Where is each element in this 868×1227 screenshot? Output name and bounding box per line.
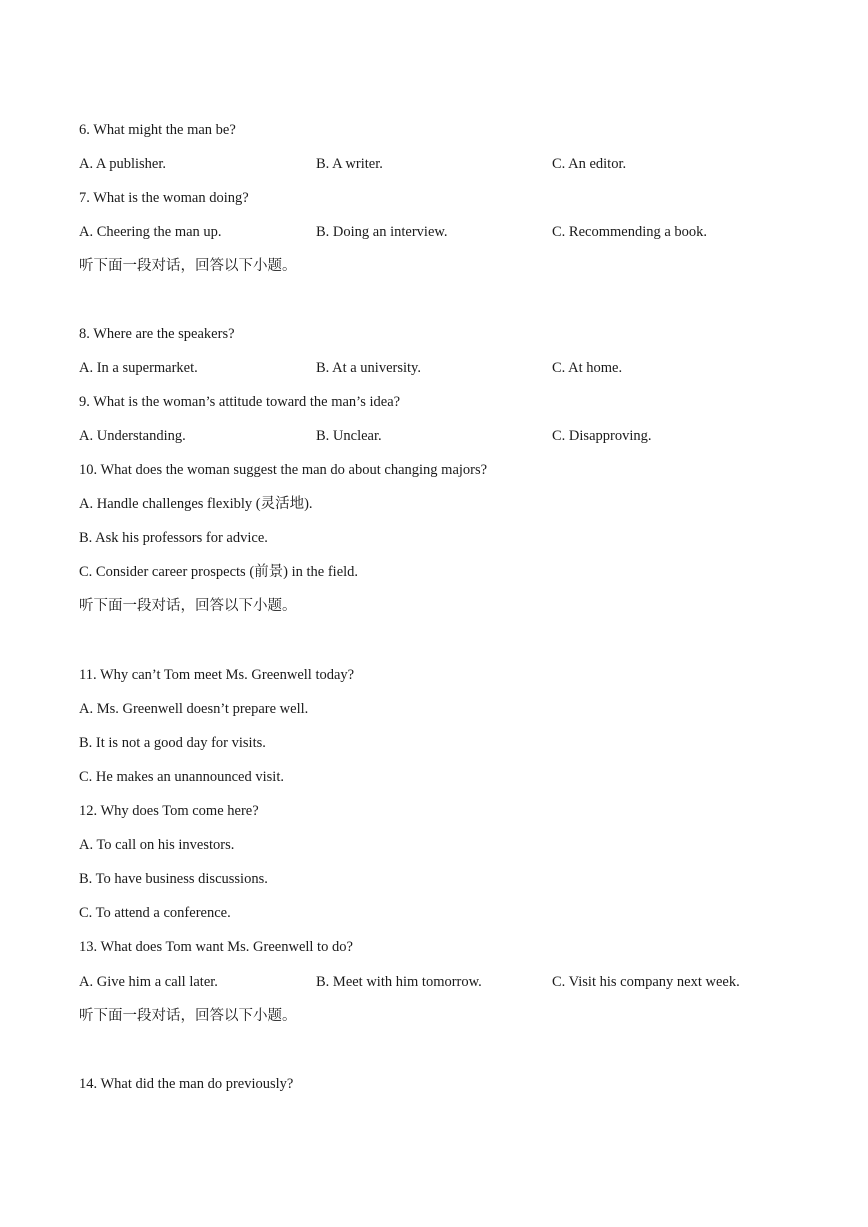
question-7-option-b: B. Doing an interview. xyxy=(316,224,448,240)
question-12-option-b: B. To have business discussions. xyxy=(79,871,268,887)
question-11-option-b: B. It is not a good day for visits. xyxy=(79,735,266,751)
question-7-option-c: C. Recommending a book. xyxy=(552,224,708,240)
question-13-stem: 13. What does Tom want Ms. Greenwell to do? xyxy=(79,939,353,955)
question-13-option-a: A. Give him a call later. xyxy=(79,974,218,990)
listening-instruction: 听下面一段对话，回答以下小题。 xyxy=(79,258,297,274)
question-14-stem: 14. What did the man do previously? xyxy=(79,1076,294,1092)
question-10-option-b: B. Ask his professors for advice. xyxy=(79,530,268,546)
question-6-option-c: C. An editor. xyxy=(552,156,627,172)
question-11-option-c: C. He makes an unannounced visit. xyxy=(79,769,284,785)
question-7-stem: 7. What is the woman doing? xyxy=(79,190,249,206)
question-12-option-c: C. To attend a conference. xyxy=(79,905,231,921)
question-6-stem: 6. What might the man be? xyxy=(79,122,236,138)
question-12-stem: 12. Why does Tom come here? xyxy=(79,803,259,819)
question-9-option-c: C. Disapproving. xyxy=(552,428,652,444)
question-8-option-b: B. At a university. xyxy=(316,360,421,376)
question-10-option-a: A. Handle challenges flexibly (灵活地). xyxy=(79,496,313,512)
listening-instruction: 听下面一段对话，回答以下小题。 xyxy=(79,598,297,614)
question-9-stem: 9. What is the woman’s attitude toward the man’s idea? xyxy=(79,394,401,410)
question-13-option-b: B. Meet with him tomorrow. xyxy=(316,974,482,990)
listening-instruction: 听下面一段对话，回答以下小题。 xyxy=(79,1008,297,1024)
question-8-option-c: C. At home. xyxy=(552,360,623,376)
question-10-option-c: C. Consider career prospects (前景) in the field. xyxy=(79,564,359,580)
question-8-option-a: A. In a supermarket. xyxy=(79,360,198,376)
question-9-option-b: B. Unclear. xyxy=(316,428,382,444)
question-9-option-a: A. Understanding. xyxy=(79,428,186,444)
question-11-stem: 11. Why can’t Tom meet Ms. Greenwell today? xyxy=(79,667,355,683)
question-7-option-a: A. Cheering the man up. xyxy=(79,224,222,240)
question-8-stem: 8. Where are the speakers? xyxy=(79,326,235,342)
question-10-stem: 10. What does the woman suggest the man do about changing majors? xyxy=(79,462,488,478)
question-11-option-a: A. Ms. Greenwell doesn’t prepare well. xyxy=(79,701,309,717)
question-6-option-a: A. A publisher. xyxy=(79,156,167,172)
question-6-option-b: B. A writer. xyxy=(316,156,383,172)
question-13-option-c: C. Visit his company next week. xyxy=(552,974,740,990)
question-12-option-a: A. To call on his investors. xyxy=(79,837,235,853)
